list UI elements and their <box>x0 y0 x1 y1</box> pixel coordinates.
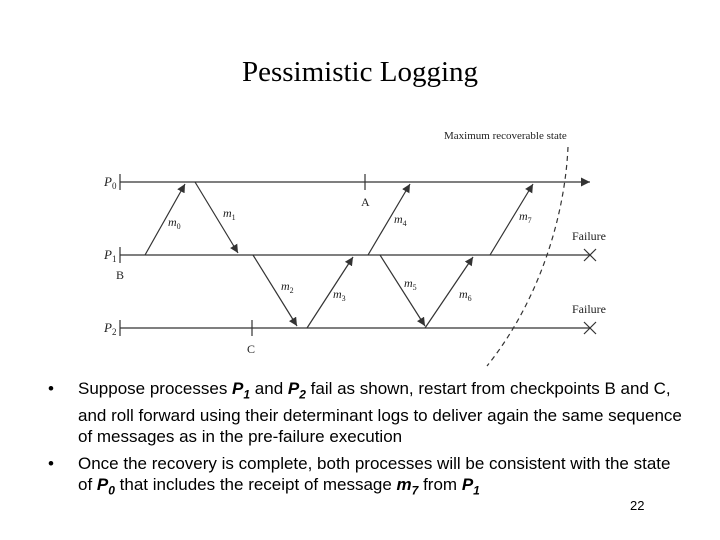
p1-label: $P_1$ <box>104 247 117 264</box>
message-m0-arrow <box>145 184 185 255</box>
p1-failure-label: Failure <box>572 229 606 243</box>
max-recoverable-state-label: Maximum recoverable state <box>444 130 567 142</box>
message-m7-label: $m_7$ <box>519 209 532 225</box>
checkpoint-c-label: C <box>247 342 256 356</box>
message-m0-label: $m_0$ <box>168 215 181 231</box>
message-m2-label: $m_2$ <box>281 279 294 295</box>
p0-label: $P_0$ <box>104 174 117 191</box>
p2-label: $P_2$ <box>104 320 117 337</box>
bullet-dot: • <box>48 379 54 398</box>
bullet-dot: • <box>48 454 54 474</box>
symbol-p2: $P_2$ <box>287 379 306 402</box>
message-m1-label: $m_1$ <box>223 206 236 222</box>
message-m5-arrow <box>380 255 425 326</box>
symbol-p0: $P_0$ <box>96 475 115 498</box>
checkpoint-b-label: B <box>116 268 125 282</box>
message-m4-label: $m_4$ <box>394 212 407 228</box>
symbol-p1: $P_1$ <box>232 379 251 402</box>
message-m6-label: $m_6$ <box>459 287 472 303</box>
bullet-item-2: • Once the recovery is complete, both processes will be consistent with the state of $P_0$ that includes the receipt of message $m_7$ from $P_1$ <box>48 454 671 498</box>
max-recoverable-state-line <box>487 147 568 366</box>
symbol-p1: $P_1$ <box>461 475 480 498</box>
message-m5-label: $m_5$ <box>404 276 417 292</box>
bullet-list <box>48 378 688 508</box>
bullet-item-1: • Suppose processes $P_1$ and $P_2$ fail as shown, restart from checkpoints B and C, and roll forward using their determinant logs to deliver again the same sequence of messages as in the pre-failure execution <box>48 379 682 447</box>
page-number: 22 <box>630 498 645 513</box>
message-m3-label: $m_3$ <box>333 287 346 303</box>
message-m3-arrow <box>307 257 353 328</box>
p2-failure-label: Failure <box>572 302 606 316</box>
checkpoint-a-label: A <box>361 195 370 209</box>
symbol-m7: $m_7$ <box>396 475 419 498</box>
slide-title: Pessimistic Logging <box>241 56 479 88</box>
